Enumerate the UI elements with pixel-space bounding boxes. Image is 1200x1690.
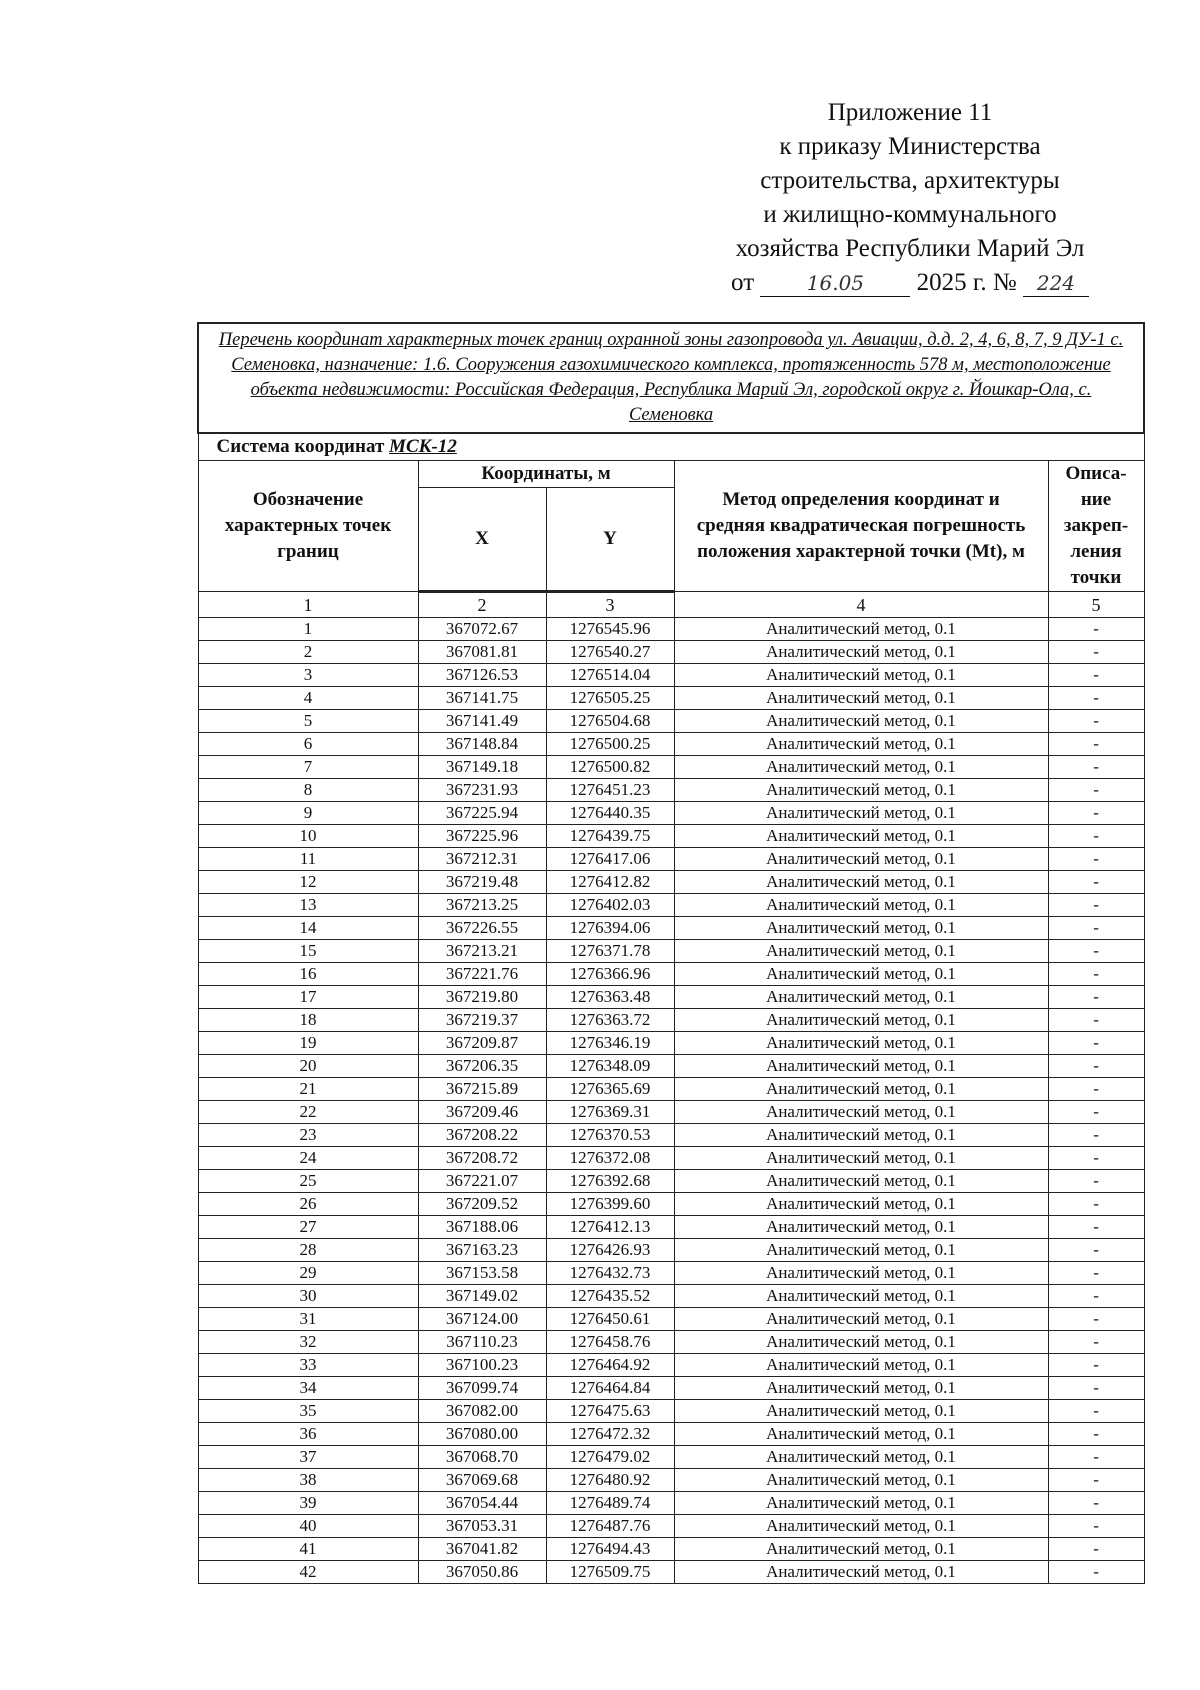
description-cell: - — [1048, 1170, 1144, 1193]
y-coordinate-cell: 1276487.76 — [546, 1515, 674, 1538]
point-number-cell: 3 — [198, 664, 418, 687]
description-cell: - — [1048, 802, 1144, 825]
description-cell: - — [1048, 710, 1144, 733]
x-coordinate-cell: 367209.52 — [418, 1193, 546, 1216]
x-coordinate-cell: 367209.87 — [418, 1032, 546, 1055]
table-row — [198, 894, 1144, 917]
description-cell: - — [1048, 825, 1144, 848]
method-cell: Аналитический метод, 0.1 — [674, 664, 1048, 687]
method-cell: Аналитический метод, 0.1 — [674, 1216, 1048, 1239]
method-cell: Аналитический метод, 0.1 — [674, 1561, 1048, 1584]
point-number-cell: 7 — [198, 756, 418, 779]
header-line-3: строительства, архитектуры — [760, 167, 1060, 194]
point-number-cell: 11 — [198, 848, 418, 871]
column-number-cell: 1 — [198, 592, 418, 618]
description-cell: - — [1048, 1308, 1144, 1331]
table-row — [198, 710, 1144, 733]
x-coordinate-cell: 367219.37 — [418, 1009, 546, 1032]
point-number-cell: 5 — [198, 710, 418, 733]
description-cell: - — [1048, 1032, 1144, 1055]
table-row — [198, 1331, 1144, 1354]
table-row — [198, 825, 1144, 848]
point-number-cell: 9 — [198, 802, 418, 825]
y-coordinate-cell: 1276451.23 — [546, 779, 674, 802]
description-cell: - — [1048, 894, 1144, 917]
description-cell: - — [1048, 940, 1144, 963]
point-number-cell: 6 — [198, 733, 418, 756]
y-coordinate-cell: 1276371.78 — [546, 940, 674, 963]
table-row — [198, 1009, 1144, 1032]
table-row — [198, 618, 1144, 641]
description-cell: - — [1048, 618, 1144, 641]
method-cell: Аналитический метод, 0.1 — [674, 986, 1048, 1009]
method-cell: Аналитический метод, 0.1 — [674, 871, 1048, 894]
y-coordinate-cell: 1276489.74 — [546, 1492, 674, 1515]
x-coordinate-cell: 367153.58 — [418, 1262, 546, 1285]
point-number-cell: 1 — [198, 618, 418, 641]
x-coordinate-cell: 367124.00 — [418, 1308, 546, 1331]
point-number-cell: 38 — [198, 1469, 418, 1492]
x-coordinate-cell: 367149.18 — [418, 756, 546, 779]
method-cell: Аналитический метод, 0.1 — [674, 1262, 1048, 1285]
x-coordinate-cell: 367208.22 — [418, 1124, 546, 1147]
point-number-cell: 39 — [198, 1492, 418, 1515]
point-number-cell: 15 — [198, 940, 418, 963]
y-coordinate-cell: 1276540.27 — [546, 641, 674, 664]
point-number-cell: 30 — [198, 1285, 418, 1308]
method-cell: Аналитический метод, 0.1 — [674, 894, 1048, 917]
method-cell: Аналитический метод, 0.1 — [674, 1538, 1048, 1561]
y-coordinate-cell: 1276439.75 — [546, 825, 674, 848]
y-coordinate-cell: 1276500.82 — [546, 756, 674, 779]
y-coordinate-cell: 1276509.75 — [546, 1561, 674, 1584]
y-coordinate-cell: 1276432.73 — [546, 1262, 674, 1285]
table-row — [198, 1101, 1144, 1124]
table-row — [198, 963, 1144, 986]
method-cell: Аналитический метод, 0.1 — [674, 1400, 1048, 1423]
x-coordinate-cell: 367206.35 — [418, 1055, 546, 1078]
y-coordinate-cell: 1276426.93 — [546, 1239, 674, 1262]
x-coordinate-cell: 367041.82 — [418, 1538, 546, 1561]
y-coordinate-cell: 1276450.61 — [546, 1308, 674, 1331]
x-coordinate-cell: 367053.31 — [418, 1515, 546, 1538]
x-coordinate-cell: 367081.81 — [418, 641, 546, 664]
method-cell: Аналитический метод, 0.1 — [674, 1193, 1048, 1216]
y-coordinate-cell: 1276348.09 — [546, 1055, 674, 1078]
description-cell: - — [1048, 1285, 1144, 1308]
x-coordinate-cell: 367226.55 — [418, 917, 546, 940]
description-cell: - — [1048, 917, 1144, 940]
y-coordinate-cell: 1276514.04 — [546, 664, 674, 687]
method-cell: Аналитический метод, 0.1 — [674, 1147, 1048, 1170]
table-row — [198, 848, 1144, 871]
column-number-cell: 4 — [674, 592, 1048, 618]
method-cell: Аналитический метод, 0.1 — [674, 1354, 1048, 1377]
point-number-cell: 4 — [198, 687, 418, 710]
point-number-cell: 18 — [198, 1009, 418, 1032]
description-cell: - — [1048, 1561, 1144, 1584]
description-cell: - — [1048, 756, 1144, 779]
description-cell: - — [1048, 1538, 1144, 1561]
table-row — [198, 1170, 1144, 1193]
point-number-cell: 29 — [198, 1262, 418, 1285]
method-cell: Аналитический метод, 0.1 — [674, 1124, 1048, 1147]
x-coordinate-cell: 367050.86 — [418, 1561, 546, 1584]
point-number-cell: 31 — [198, 1308, 418, 1331]
x-coordinate-cell: 367110.23 — [418, 1331, 546, 1354]
x-coordinate-cell: 367225.96 — [418, 825, 546, 848]
table-title: Перечень координат характерных точек границ охранной зоны газопровода ул. Авиации, д.д. 2, 4, 6, 8, 7, 9 ДУ-1 с. Семеновка, назначение: 1.6. Сооружения газохимического комплекса, протяженность 578 м, местоположение объекта недвижимости: Российская Федерация, Республика Марий Эл, городской округ г. Йошкар-Ола, с. Семеновка — [198, 323, 1144, 433]
coordinates-table — [197, 322, 1145, 1584]
y-coordinate-cell: 1276365.69 — [546, 1078, 674, 1101]
y-coordinate-cell: 1276399.60 — [546, 1193, 674, 1216]
description-cell: - — [1048, 779, 1144, 802]
description-cell: - — [1048, 1262, 1144, 1285]
point-number-cell: 28 — [198, 1239, 418, 1262]
method-cell: Аналитический метод, 0.1 — [674, 756, 1048, 779]
x-coordinate-cell: 367082.00 — [418, 1400, 546, 1423]
y-coordinate-cell: 1276417.06 — [546, 848, 674, 871]
point-number-cell: 12 — [198, 871, 418, 894]
method-cell: Аналитический метод, 0.1 — [674, 1515, 1048, 1538]
point-number-cell: 17 — [198, 986, 418, 1009]
table-row — [198, 1055, 1144, 1078]
point-number-cell: 32 — [198, 1331, 418, 1354]
table-row — [198, 1400, 1144, 1423]
x-coordinate-cell: 367054.44 — [418, 1492, 546, 1515]
table-row — [198, 917, 1144, 940]
method-cell: Аналитический метод, 0.1 — [674, 917, 1048, 940]
y-coordinate-cell: 1276505.25 — [546, 687, 674, 710]
date-prefix: от — [731, 269, 755, 296]
appendix-header — [700, 96, 1120, 300]
column-number-row — [198, 592, 1144, 618]
point-number-cell: 34 — [198, 1377, 418, 1400]
method-cell: Аналитический метод, 0.1 — [674, 848, 1048, 871]
order-date-line — [700, 266, 1120, 300]
x-coordinate-cell: 367208.72 — [418, 1147, 546, 1170]
header-line-2: к приказу Министерства — [779, 133, 1041, 160]
x-coordinate-cell: 367141.75 — [418, 687, 546, 710]
table-row — [198, 1032, 1144, 1055]
header-method: Метод определения координат и средняя квадратическая погрешность положения характерной точки (Mt), м — [674, 461, 1048, 592]
table-row — [198, 664, 1144, 687]
y-coordinate-cell: 1276394.06 — [546, 917, 674, 940]
table-row — [198, 1423, 1144, 1446]
description-cell: - — [1048, 1216, 1144, 1239]
description-cell: - — [1048, 1446, 1144, 1469]
table-row — [198, 986, 1144, 1009]
x-coordinate-cell: 367068.70 — [418, 1446, 546, 1469]
description-cell: - — [1048, 1423, 1144, 1446]
method-cell: Аналитический метод, 0.1 — [674, 1285, 1048, 1308]
x-coordinate-cell: 367219.48 — [418, 871, 546, 894]
method-cell: Аналитический метод, 0.1 — [674, 1492, 1048, 1515]
point-number-cell: 37 — [198, 1446, 418, 1469]
point-number-cell: 2 — [198, 641, 418, 664]
x-coordinate-cell: 367225.94 — [418, 802, 546, 825]
y-coordinate-cell: 1276472.32 — [546, 1423, 674, 1446]
method-cell: Аналитический метод, 0.1 — [674, 687, 1048, 710]
table-row — [198, 756, 1144, 779]
table-row — [198, 1377, 1144, 1400]
y-coordinate-cell: 1276346.19 — [546, 1032, 674, 1055]
coordinate-system-row — [198, 433, 1144, 461]
point-number-cell: 25 — [198, 1170, 418, 1193]
year-number-label: 2025 г. № — [916, 269, 1017, 296]
column-number-cell: 5 — [1048, 592, 1144, 618]
table-row — [198, 687, 1144, 710]
point-number-cell: 19 — [198, 1032, 418, 1055]
y-coordinate-cell: 1276412.13 — [546, 1216, 674, 1239]
method-cell: Аналитический метод, 0.1 — [674, 963, 1048, 986]
x-coordinate-cell: 367213.25 — [418, 894, 546, 917]
y-coordinate-cell: 1276545.96 — [546, 618, 674, 641]
description-cell: - — [1048, 1400, 1144, 1423]
column-number-cell: 2 — [418, 592, 546, 618]
point-number-cell: 36 — [198, 1423, 418, 1446]
method-cell: Аналитический метод, 0.1 — [674, 1032, 1048, 1055]
y-coordinate-cell: 1276372.08 — [546, 1147, 674, 1170]
point-number-cell: 42 — [198, 1561, 418, 1584]
coordinate-system-value: МСК-12 — [389, 436, 457, 457]
point-number-cell: 13 — [198, 894, 418, 917]
description-cell: - — [1048, 848, 1144, 871]
table-row — [198, 1239, 1144, 1262]
table-row — [198, 779, 1144, 802]
table-row — [198, 1147, 1144, 1170]
description-cell: - — [1048, 1055, 1144, 1078]
method-cell: Аналитический метод, 0.1 — [674, 825, 1048, 848]
description-cell: - — [1048, 871, 1144, 894]
description-cell: - — [1048, 1193, 1144, 1216]
point-number-cell: 35 — [198, 1400, 418, 1423]
column-number-cell: 3 — [546, 592, 674, 618]
description-cell: - — [1048, 1331, 1144, 1354]
description-cell: - — [1048, 1101, 1144, 1124]
description-cell: - — [1048, 1515, 1144, 1538]
x-coordinate-cell: 367209.46 — [418, 1101, 546, 1124]
header-designation: Обозначение характерных точек границ — [198, 461, 418, 592]
point-number-cell: 26 — [198, 1193, 418, 1216]
table-row — [198, 1492, 1144, 1515]
y-coordinate-cell: 1276363.72 — [546, 1009, 674, 1032]
table-row — [198, 1561, 1144, 1584]
description-cell: - — [1048, 1124, 1144, 1147]
y-coordinate-cell: 1276392.68 — [546, 1170, 674, 1193]
table-row — [198, 802, 1144, 825]
description-cell: - — [1048, 641, 1144, 664]
x-coordinate-cell: 367221.76 — [418, 963, 546, 986]
y-coordinate-cell: 1276464.92 — [546, 1354, 674, 1377]
y-coordinate-cell: 1276494.43 — [546, 1538, 674, 1561]
y-coordinate-cell: 1276366.96 — [546, 963, 674, 986]
y-coordinate-cell: 1276458.76 — [546, 1331, 674, 1354]
y-coordinate-cell: 1276369.31 — [546, 1101, 674, 1124]
description-cell: - — [1048, 963, 1144, 986]
table-row — [198, 1216, 1144, 1239]
method-cell: Аналитический метод, 0.1 — [674, 641, 1048, 664]
description-cell: - — [1048, 1147, 1144, 1170]
x-coordinate-cell: 367213.21 — [418, 940, 546, 963]
x-coordinate-cell: 367215.89 — [418, 1078, 546, 1101]
x-coordinate-cell: 367126.53 — [418, 664, 546, 687]
description-cell: - — [1048, 1239, 1144, 1262]
point-number-cell: 21 — [198, 1078, 418, 1101]
point-number-cell: 40 — [198, 1515, 418, 1538]
y-coordinate-cell: 1276480.92 — [546, 1469, 674, 1492]
header-coordinates: Координаты, м — [418, 461, 674, 488]
method-cell: Аналитический метод, 0.1 — [674, 618, 1048, 641]
point-number-cell: 33 — [198, 1354, 418, 1377]
table-row — [198, 1285, 1144, 1308]
appendix-title: Приложение 11 — [827, 99, 993, 126]
description-cell: - — [1048, 664, 1144, 687]
description-cell: - — [1048, 733, 1144, 756]
method-cell: Аналитический метод, 0.1 — [674, 1055, 1048, 1078]
description-cell: - — [1048, 1377, 1144, 1400]
table-row — [198, 1193, 1144, 1216]
x-coordinate-cell: 367141.49 — [418, 710, 546, 733]
description-cell: - — [1048, 1009, 1144, 1032]
description-cell: - — [1048, 687, 1144, 710]
description-cell: - — [1048, 1469, 1144, 1492]
point-number-cell: 27 — [198, 1216, 418, 1239]
method-cell: Аналитический метод, 0.1 — [674, 1308, 1048, 1331]
x-coordinate-cell: 367212.31 — [418, 848, 546, 871]
point-number-cell: 41 — [198, 1538, 418, 1561]
method-cell: Аналитический метод, 0.1 — [674, 1078, 1048, 1101]
method-cell: Аналитический метод, 0.1 — [674, 1377, 1048, 1400]
y-coordinate-cell: 1276440.35 — [546, 802, 674, 825]
point-number-cell: 14 — [198, 917, 418, 940]
method-cell: Аналитический метод, 0.1 — [674, 1009, 1048, 1032]
point-number-cell: 10 — [198, 825, 418, 848]
table-row — [198, 1308, 1144, 1331]
y-coordinate-cell: 1276479.02 — [546, 1446, 674, 1469]
table-row — [198, 1515, 1144, 1538]
description-cell: - — [1048, 1354, 1144, 1377]
y-coordinate-cell: 1276475.63 — [546, 1400, 674, 1423]
method-cell: Аналитический метод, 0.1 — [674, 802, 1048, 825]
x-coordinate-cell: 367069.68 — [418, 1469, 546, 1492]
table-row — [198, 641, 1144, 664]
method-cell: Аналитический метод, 0.1 — [674, 1446, 1048, 1469]
y-coordinate-cell: 1276363.48 — [546, 986, 674, 1009]
method-cell: Аналитический метод, 0.1 — [674, 1170, 1048, 1193]
x-coordinate-cell: 367099.74 — [418, 1377, 546, 1400]
x-coordinate-cell: 367163.23 — [418, 1239, 546, 1262]
description-cell: - — [1048, 986, 1144, 1009]
table-row — [198, 1446, 1144, 1469]
method-cell: Аналитический метод, 0.1 — [674, 1469, 1048, 1492]
table-row — [198, 1538, 1144, 1561]
method-cell: Аналитический метод, 0.1 — [674, 1239, 1048, 1262]
x-coordinate-cell: 367072.67 — [418, 618, 546, 641]
x-coordinate-cell: 367148.84 — [418, 733, 546, 756]
point-number-cell: 23 — [198, 1124, 418, 1147]
table-row — [198, 1124, 1144, 1147]
header-line-4: и жилищно-коммунального — [763, 201, 1057, 228]
table-row — [198, 1078, 1144, 1101]
point-number-cell: 24 — [198, 1147, 418, 1170]
x-coordinate-cell: 367219.80 — [418, 986, 546, 1009]
point-number-cell: 16 — [198, 963, 418, 986]
coordinate-system-label: Система координат — [216, 436, 385, 457]
point-number-cell: 20 — [198, 1055, 418, 1078]
table-row — [198, 1262, 1144, 1285]
x-coordinate-cell: 367188.06 — [418, 1216, 546, 1239]
table-row — [198, 1354, 1144, 1377]
method-cell: Аналитический метод, 0.1 — [674, 1423, 1048, 1446]
y-coordinate-cell: 1276402.03 — [546, 894, 674, 917]
y-coordinate-cell: 1276412.82 — [546, 871, 674, 894]
y-coordinate-cell: 1276504.68 — [546, 710, 674, 733]
table-row — [198, 733, 1144, 756]
x-coordinate-cell: 367149.02 — [418, 1285, 546, 1308]
x-coordinate-cell: 367100.23 — [418, 1354, 546, 1377]
table-row — [198, 940, 1144, 963]
description-cell: - — [1048, 1492, 1144, 1515]
x-coordinate-cell: 367231.93 — [418, 779, 546, 802]
description-cell: - — [1048, 1078, 1144, 1101]
method-cell: Аналитический метод, 0.1 — [674, 733, 1048, 756]
table-row — [198, 1469, 1144, 1492]
y-coordinate-cell: 1276435.52 — [546, 1285, 674, 1308]
x-coordinate-cell: 367080.00 — [418, 1423, 546, 1446]
method-cell: Аналитический метод, 0.1 — [674, 710, 1048, 733]
point-number-cell: 8 — [198, 779, 418, 802]
y-coordinate-cell: 1276500.25 — [546, 733, 674, 756]
method-cell: Аналитический метод, 0.1 — [674, 1331, 1048, 1354]
handwritten-order-number: 224 — [1023, 270, 1089, 297]
header-x: X — [418, 488, 546, 592]
header-description: Описа-ние закреп-ления точки — [1048, 461, 1144, 592]
y-coordinate-cell: 1276464.84 — [546, 1377, 674, 1400]
handwritten-date: 16.05 — [760, 270, 910, 297]
method-cell: Аналитический метод, 0.1 — [674, 779, 1048, 802]
method-cell: Аналитический метод, 0.1 — [674, 1101, 1048, 1124]
header-y: Y — [546, 488, 674, 592]
x-coordinate-cell: 367221.07 — [418, 1170, 546, 1193]
table-row — [198, 871, 1144, 894]
header-line-5: хозяйства Республики Марий Эл — [735, 235, 1085, 262]
point-number-cell: 22 — [198, 1101, 418, 1124]
method-cell: Аналитический метод, 0.1 — [674, 940, 1048, 963]
y-coordinate-cell: 1276370.53 — [546, 1124, 674, 1147]
